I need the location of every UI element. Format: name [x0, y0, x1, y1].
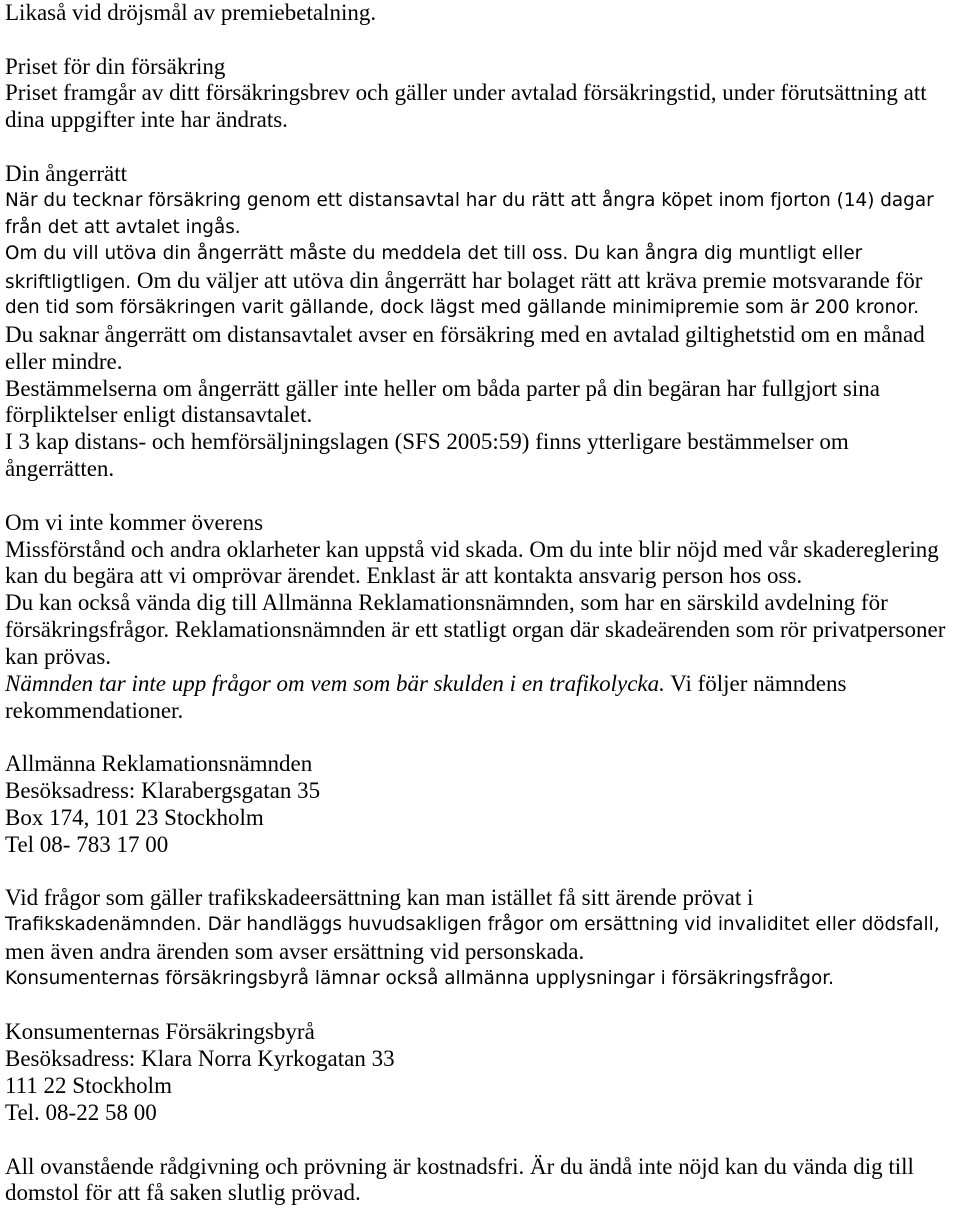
text-line: ångerrätten.	[5, 456, 115, 482]
text-line: Vid frågor som gäller trafikskadeersättning kan man istället få sitt ärende prövat i	[5, 885, 754, 911]
text-line: Konsumenternas försäkringsbyrå lämnar också allmänna upplysningar i försäkringsfrågor.	[5, 967, 834, 989]
contact-visit-address: Besöksadress: Klara Norra Kyrkogatan 33	[5, 1046, 395, 1072]
text-line: Du kan också vända dig till Allmänna Reklamationsnämnden, som har en särskild avdelning för	[5, 590, 888, 616]
text-segment: Vi följer nämndens	[670, 670, 847, 696]
text-line: Om du vill utöva din ångerrätt måste du meddela det till oss. Du kan ångra dig muntligt eller	[5, 243, 863, 265]
contact-postal-address: 111 22 Stockholm	[5, 1073, 172, 1099]
text-line: Du saknar ångerrätt om distansavtalet avser en försäkring med en avtalad giltighetstid om en månad	[5, 321, 925, 347]
text-line: men även andra ärenden som avser ersättning vid personskada.	[5, 938, 585, 964]
text-line: försäkringsfrågor. Reklamationsnämnden är ett statligt organ där skadeärenden som rör privatpersoner	[5, 617, 946, 643]
text-line: Trafikskadenämnden. Där handläggs huvudsakligen frågor om ersättning vid invaliditet eller dödsfall,	[5, 914, 940, 936]
text-line: Bestämmelserna om ångerrätt gäller inte heller om båda parter på din begäran har fullgjort sina	[5, 375, 880, 401]
text-line: kan prövas.	[5, 643, 112, 669]
contact-postal-address: Box 174, 101 23 Stockholm	[5, 804, 264, 830]
text-line: I 3 kap distans- och hemförsäljningslagen (SFS 2005:59) finns ytterligare bestämmelser om	[5, 429, 849, 455]
disputes-section	[5, 510, 960, 725]
text-line: förpliktelser enligt distansavtalet.	[5, 402, 313, 428]
arn-contact-block	[5, 751, 960, 858]
intro-paragraph	[5, 0, 960, 27]
kfb-contact-block	[5, 1019, 960, 1126]
text-line: eller mindre.	[5, 348, 123, 374]
section-heading-withdrawal: Din ångerrätt	[5, 160, 127, 186]
italic-text-segment: Nämnden tar inte upp frågor om vem som bär skulden i en trafikolycka.	[5, 670, 665, 696]
text-line: rekommendationer.	[5, 697, 184, 723]
contact-name: Konsumenternas Försäkringsbyrå	[5, 1019, 315, 1045]
text-line	[5, 671, 960, 698]
text-line: den tid som försäkringen varit gällande, dock lägst med gällande minimipremie som är 200 kronor.	[5, 297, 920, 319]
text-line: dina uppgifter inte har ändrats.	[5, 107, 288, 133]
text-line: När du tecknar försäkring genom ett distansavtal har du rätt att ångra köpet inom fjorton (14) dagar	[5, 189, 934, 211]
contact-phone: Tel 08- 783 17 00	[5, 831, 169, 857]
text-line: domstol för att få saken slutlig prövad.	[5, 1180, 361, 1206]
text-line: kan du begära att vi omprövar ärendet. Enklast är att kontakta ansvarig person hos oss.	[5, 563, 803, 589]
text-line: Priset framgår av ditt försäkringsbrev och gäller under avtalad försäkringstid, under förutsättning att	[5, 80, 927, 106]
contact-phone: Tel. 08-22 58 00	[5, 1099, 157, 1125]
text-line	[5, 268, 960, 295]
traffic-section	[5, 885, 960, 992]
section-heading-price: Priset för din försäkring	[5, 53, 226, 79]
closing-paragraph	[5, 1154, 960, 1208]
contact-name: Allmänna Reklamationsnämnden	[5, 751, 313, 777]
contact-visit-address: Besöksadress: Klarabergsgatan 35	[5, 778, 321, 804]
text-segment: Om du väljer att utöva din ångerrätt har bolaget rätt att kräva premie motsvarande för	[136, 268, 923, 294]
text-line: All ovanstående rådgivning och prövning är kostnadsfri. Är du ändå inte nöjd kan du vända dig till	[5, 1153, 914, 1179]
text-line: Missförstånd och andra oklarheter kan uppstå vid skada. Om du inte blir nöjd med vår skadereglering	[5, 536, 939, 562]
price-section	[5, 54, 960, 134]
intro-line: Likaså vid dröjsmål av premiebetalning.	[5, 0, 377, 25]
section-heading-disputes: Om vi inte kommer överens	[5, 509, 264, 535]
text-line: från det att avtalet ingås.	[5, 216, 241, 238]
withdrawal-section	[5, 161, 960, 483]
text-segment: skriftligtligen.	[5, 272, 132, 294]
